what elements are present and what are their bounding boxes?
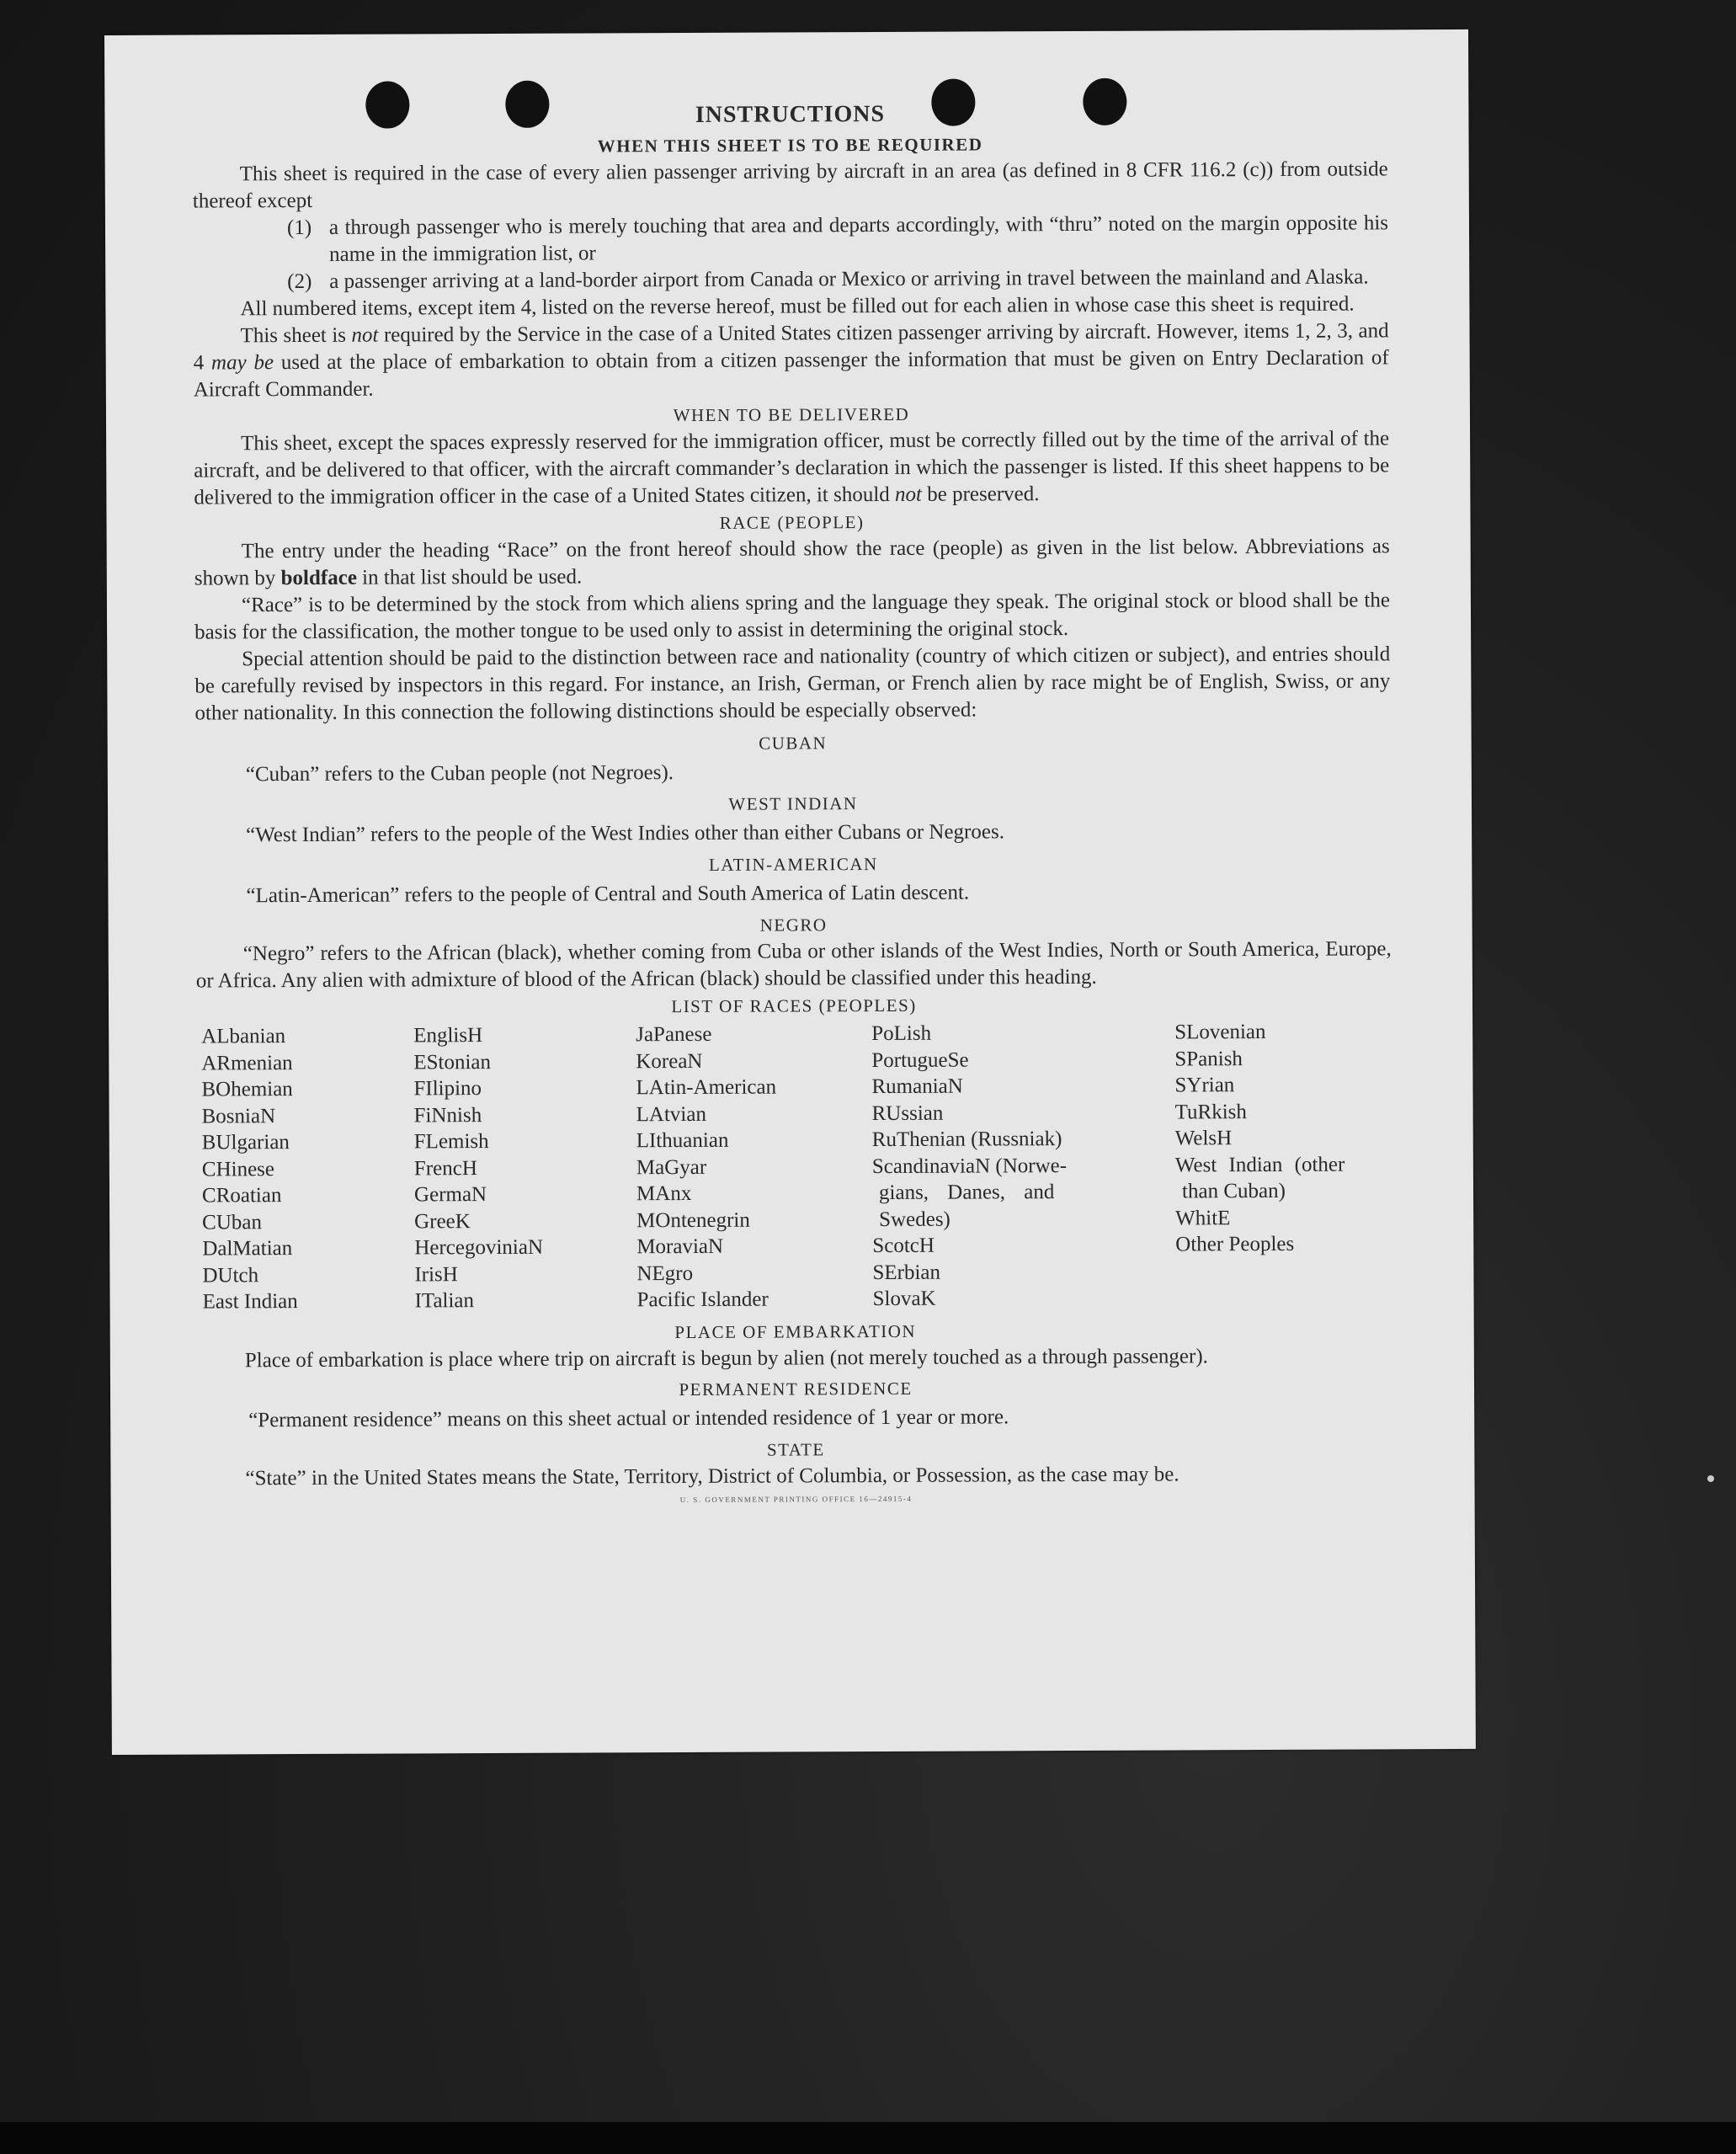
section-heading-when-delivered: WHEN TO BE DELIVERED [673,403,910,426]
races-column-1 [201,1022,415,1315]
race-item: BUlgarian [201,1131,290,1154]
page-title: INSTRUCTIONS [695,100,886,128]
race-item: CRoatian [201,1184,282,1208]
race-item: MaGyar [636,1155,707,1179]
race-item-scandinavian-line-3: Swedes) [879,1208,951,1231]
race-p1-text-b: in that list should be used. [356,565,583,589]
race-item: DUtch [202,1263,259,1288]
race-item-west-indian-line-1: West Indian (other [1174,1153,1345,1176]
race-item: Other Peoples [1175,1232,1295,1256]
p3-emphasis-may-be: may be [210,351,274,375]
race-item: PortugueSe [871,1048,969,1072]
races-column-2 [413,1021,637,1314]
section-heading-permanent-residence: PERMANENT RESIDENCE [679,1378,913,1400]
race-item: ScotcH [872,1234,935,1258]
race-item: MoraviaN [636,1234,724,1259]
exception-item-1-number: (1) [286,216,312,240]
delivered-text-b: be preserved. [921,483,1040,506]
race-item: SErbian [872,1261,941,1284]
cuban-definition: “Cuban” refers to the Cuban people (not Negroes). [245,761,674,786]
race-item: SlovaK [872,1287,936,1311]
p3-text-b: required by the Service in the case of a United States citizen passenger arriving by aircraft. However, items 1, 2, 3, and 4 [193,319,1389,375]
when-required-intro: This sheet is required in the case of every alien passenger arriving by aircraft in an area (as defined in 8 CFR 116.2 (c)) from outside thereof except [192,157,1388,213]
scan-speck [1707,1475,1714,1482]
state-definition: “State” in the United States means the State, Territory, District of Columbia, or Possession, as the case may be. [245,1462,1180,1490]
race-item-scandinavian-line-1: ScandinaviaN (Norwe- [871,1154,1068,1178]
race-item: RuThenian (Russniak) [871,1128,1062,1152]
exception-item-2-text: a passenger arriving at a land-border airport from Canada or Mexico or arriving in travel between the mainland and Alaska. [329,265,1369,293]
race-item: FIlipino [413,1077,482,1101]
exception-item-1 [287,210,1388,269]
races-column-5 [1174,1018,1398,1311]
race-item: SLovenian [1174,1020,1266,1044]
instruction-sheet [104,29,1476,1755]
race-item: ITalian [414,1289,475,1313]
embarkation-definition: Place of embarkation is place where trip on aircraft is begun by alien (not merely touched as a through passenger). [244,1344,1208,1372]
race-item: HercegoviniaN [414,1235,544,1260]
exception-item-1-text: a through passenger who is merely touching that area and departs accordingly, with “thru” noted on the margin opposite his name in the immigration list, or [328,211,1389,266]
race-item: CHinese [201,1157,275,1181]
race-item: PoLish [871,1021,932,1046]
races-column-3 [636,1021,873,1314]
exception-item-2-number: (2) [287,269,312,294]
race-item: WhitE [1175,1206,1231,1229]
race-item: EnglisH [413,1024,483,1048]
p3-text-c: used at the place of embarkation to obtain from a citizen passenger the information that must be given on Entry Declaration of Aircraft Commander. [193,346,1389,402]
race-item: LAtvian [636,1102,706,1126]
races-list [201,1018,1393,1315]
section-heading-west-indian: WEST INDIAN [728,793,858,814]
race-item: LAtin-American [636,1075,777,1100]
section-heading-latin-american: LATIN-AMERICAN [708,854,878,875]
race-item-west-indian-line-2: than Cuban) [1181,1179,1286,1203]
section-heading-cuban: CUBAN [759,733,828,754]
when-required-paragraph-2: All numbered items, except item 4, listed on the reverse hereof, must be filled out for each alien in whose case this sheet is required. [240,292,1355,321]
race-item: JaPanese [636,1022,712,1047]
race-paragraph-3: Special attention should be paid to the distinction between race and nationality (country of which citizen or subject), and entries should be carefully revised by inspectors in this regard. For instance, an Irish, German, or French alien by race might be of English, Swiss, or any other nationality. In this connection the following distinctions should be especially observed: [194,642,1391,725]
section-heading-when-required: WHEN THIS SHEET IS TO BE REQUIRED [597,134,983,157]
race-item: SPanish [1174,1047,1243,1070]
race-item: ARmenian [201,1051,293,1075]
section-heading-embarkation: PLACE OF EMBARKATION [674,1320,917,1342]
delivered-emphasis-not: not [894,483,923,506]
race-item: RumaniaN [871,1074,963,1099]
race-item: IrisH [414,1262,458,1286]
section-heading-negro: NEGRO [759,914,828,936]
race-item: NEgro [636,1261,694,1285]
race-item: EStonian [413,1050,492,1074]
sheet-content [192,97,1393,1506]
printing-office-footer: U. S. GOVERNMENT PRINTING OFFICE 16—24915-4 [679,1494,913,1504]
delivered-text-a: This sheet, except the spaces expressly reserved for the immigration officer, must be correctly filled out by the time of the arrival of the aircraft, and be delivered to that officer, with the aircraft commander’s declaration in which the passenger is listed. If this sheet happens to be delivered to the immigration officer in the case of a United States citizen, it should [194,427,1390,509]
section-heading-race: RACE (PEOPLE) [719,512,865,533]
race-paragraph-2: “Race” is to be determined by the stock from which aliens spring and the language they speak. The original stock or blood shall be the basis for the classification, the mother tongue to be used only to assist in determining the original stock. [194,589,1391,644]
permanent-residence-definition: “Permanent residence” means on this sheet actual or intended residence of 1 year or more. [248,1405,1009,1432]
race-item: SYrian [1174,1074,1235,1097]
p3-text-a: This sheet is [240,323,352,348]
race-item: MAnx [636,1181,692,1206]
race-item: DalMatian [202,1237,293,1261]
race-p1-text-a: The entry under the heading “Race” on the front hereof should show the race (people) as given in the list below. Abbreviations as shown by [194,535,1390,590]
race-item: GermaN [413,1183,487,1207]
when-required-paragraph-3 [193,317,1388,403]
race-item: CUban [202,1210,263,1234]
race-item: BOhemian [201,1078,293,1101]
race-item-scandinavian-line-2: gians, Danes, and [878,1181,1055,1204]
race-item: ALbanian [201,1025,286,1048]
latin-american-definition: “Latin-American” refers to the people of Central and South America of Latin descent. [246,881,970,908]
race-paragraph-1 [194,533,1390,592]
races-column-4 [871,1019,1176,1312]
race-item: GreeK [414,1209,471,1233]
when-delivered-paragraph [194,425,1389,511]
section-heading-list-of-races: LIST OF RACES (PEOPLES) [671,994,917,1017]
race-item: East Indian [202,1290,298,1314]
race-item: Pacific Islander [636,1288,769,1312]
race-item: WelsH [1174,1127,1233,1150]
race-item: FLemish [413,1130,489,1154]
negro-definition: “Negro” refers to the African (black), whether coming from Cuba or other islands of the West Indies, North or South America, Europe, or Africa. Any alien with admixture of blood of the African (black) should be classified under this heading. [195,937,1392,993]
race-item: KoreaN [636,1049,703,1073]
race-item: MOntenegrin [636,1208,750,1232]
race-p1-boldface: boldface [280,566,357,590]
scan-bottom-band [0,2122,1736,2154]
west-indian-definition: “West Indian” refers to the people of the West Indies other than either Cubans or Negroes. [246,820,1004,847]
race-item: RUssian [871,1101,944,1125]
race-item: LIthuanian [636,1128,729,1153]
p3-emphasis-not: not [351,323,379,347]
race-item: BosniaN [201,1104,276,1128]
race-item: TuRkish [1174,1100,1247,1123]
section-heading-state: STATE [766,1438,825,1460]
race-item: FiNnish [413,1103,482,1127]
race-item: FrencH [413,1156,477,1180]
